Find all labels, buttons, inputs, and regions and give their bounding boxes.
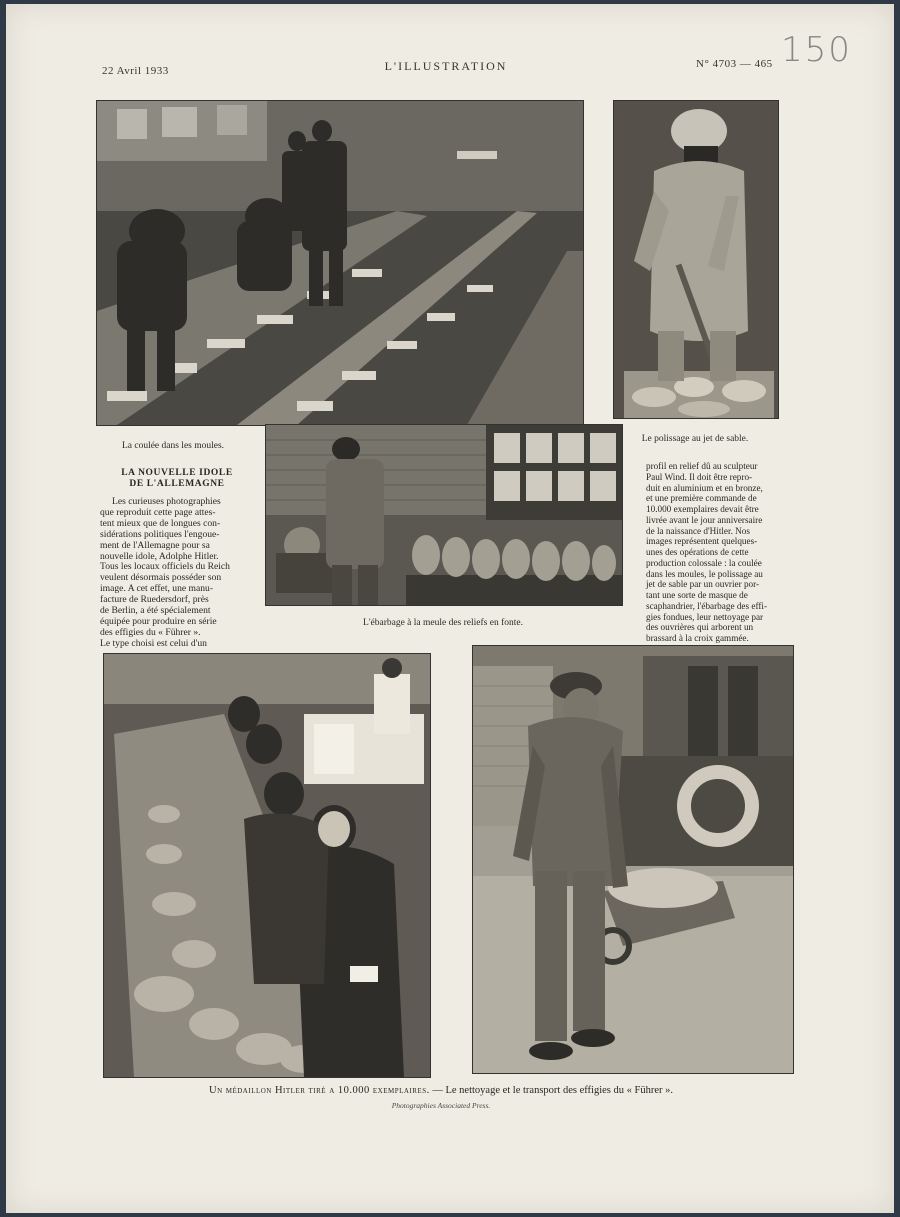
bottom-caption-title: Un médaillon Hitler tiré a 10.000 exemplaires. — [208, 1085, 430, 1096]
article-line: sidérations politiques l'engoue- — [100, 528, 220, 540]
article-right-column — [646, 461, 781, 644]
article-line: brassard à la croix gammée. — [646, 633, 749, 643]
article-line: équipée pour produire en série — [100, 615, 217, 627]
article-line: de la naissance d'Hitler. Nos — [646, 525, 750, 536]
article-line: Tous les locaux officiels du Reich — [100, 561, 230, 573]
article-line: Le type choisi est celui d'un — [100, 637, 207, 649]
bottom-caption — [96, 1085, 786, 1096]
article-line: tant une sorte de masque de — [646, 590, 748, 600]
article-line: nouvelle idole, Adolphe Hitler. — [100, 550, 219, 562]
article-line: Paul Wind. Il doit être repro- — [646, 471, 753, 482]
header-title: L'ILLUSTRATION — [384, 59, 508, 73]
article-line: dans les moules, le polissage au — [646, 568, 763, 579]
handwritten-page-number: 150 — [781, 30, 852, 70]
article-line: images représentent quelques- — [646, 536, 758, 547]
magazine-page — [6, 4, 894, 1213]
article-line: livrée avant le jour anniversaire — [646, 514, 763, 525]
caption-sandblasting: Le polissage au jet de sable. — [641, 434, 749, 444]
photo-casting-in-molds — [96, 100, 584, 426]
article-line: scaphandrier, l'ébarbage des effi- — [646, 600, 768, 611]
bottom-caption-subtitle: — Le nettoyage et le transport des effigies du « Führer ». — [429, 1085, 673, 1096]
header-issue: N° 4703 — 465 — [696, 58, 773, 70]
article-line: Les curieuses photographies — [112, 496, 221, 507]
article-line: des ouvrières qui arborent un — [646, 622, 754, 633]
article-line: de Berlin, a été spécialement — [100, 605, 211, 617]
caption-grinding: L'ébarbage à la meule des reliefs en fonte. — [363, 618, 523, 628]
article-line: duit en aluminium et en bronze, — [646, 482, 763, 493]
article-line: des effigies du « Führer ». — [100, 626, 201, 638]
article-line: jet de sable par un ouvrier por- — [646, 579, 760, 590]
article-line: 10.000 exemplaires devait être — [646, 504, 759, 514]
header-date: 22 Avril 1933 — [102, 65, 169, 77]
article-line: image. A cet effet, une manu- — [100, 583, 214, 595]
photo-credit: Photographies Associated Press. — [391, 1101, 491, 1110]
article-line: unes des opérations de cette — [646, 547, 749, 557]
article-line: et une première commande de — [646, 493, 757, 504]
article-line: profil en relief dû au sculpteur — [646, 461, 758, 471]
article-line: tent mieux que de longues con- — [100, 517, 221, 529]
photo-sandblasting — [613, 100, 779, 419]
article-heading-line2: DE L'ALLEMAGNE — [129, 479, 225, 489]
caption-casting: La coulée dans les moules. — [121, 441, 225, 451]
photo-grinding — [265, 424, 623, 606]
article-heading — [102, 468, 252, 490]
article-line: production colossale : la coulée — [646, 557, 762, 568]
article-left-column — [100, 497, 252, 650]
article-line: facture de Ruedersdorf, près — [100, 594, 209, 606]
article-line: veulent désormais posséder son — [100, 572, 222, 584]
article-line: que reproduit cette page attes- — [100, 506, 216, 518]
article-line: ment de l'Allemagne pour sa — [100, 539, 210, 551]
article-heading-line1: LA NOUVELLE IDOLE — [121, 468, 233, 478]
article-line: gies fondues, leur nettoyage par — [646, 611, 764, 622]
photo-transport — [472, 645, 794, 1074]
photo-cleaning-effigies — [103, 653, 431, 1078]
